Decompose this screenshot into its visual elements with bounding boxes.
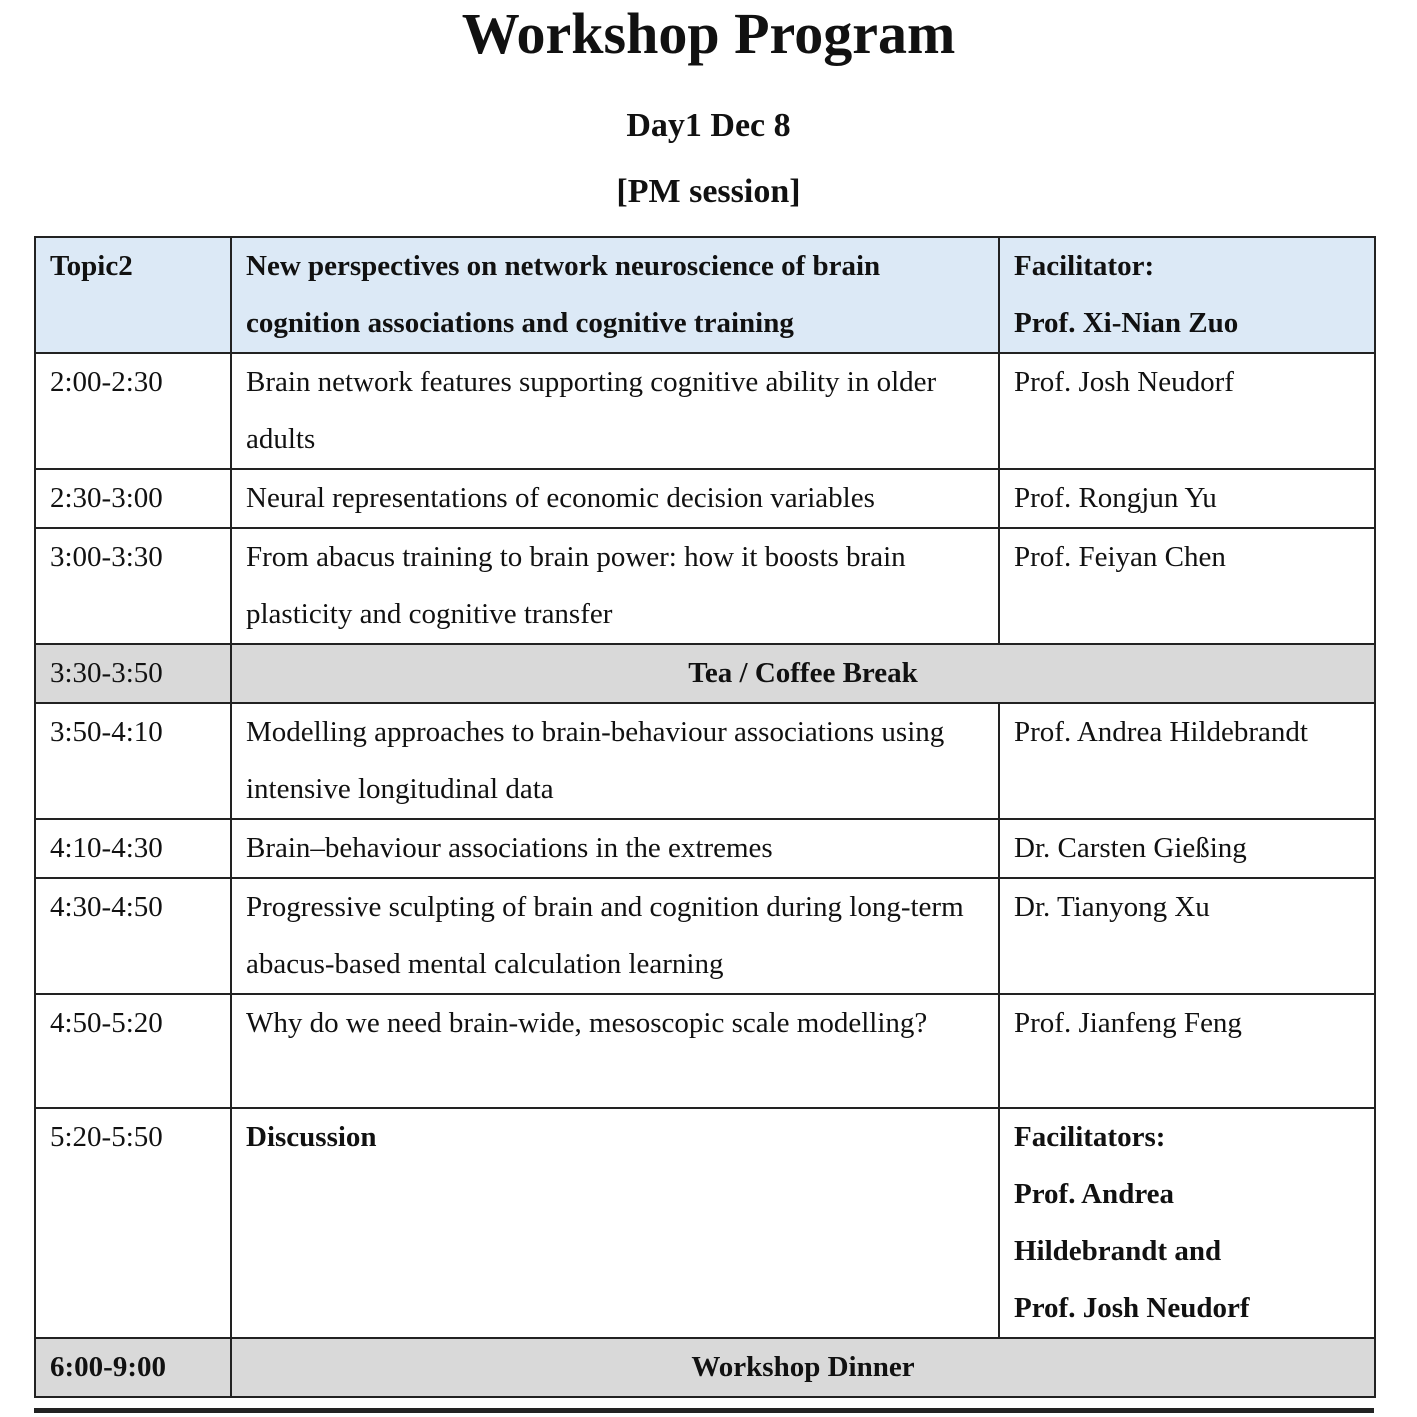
table-row — [35, 994, 1375, 1108]
speaker-cell: Dr. Carsten Gießing — [999, 819, 1375, 878]
header-time-cell: Topic2 — [35, 237, 231, 353]
facilitator-line: Prof. Andrea — [1014, 1178, 1175, 1210]
time-cell: 6:00-9:00 — [35, 1338, 231, 1397]
time-cell: 4:10-4:30 — [35, 819, 231, 878]
break-row — [35, 644, 1375, 703]
time-cell: 4:50-5:20 — [35, 994, 231, 1108]
day-heading: Day1 Dec 8 — [626, 107, 791, 144]
speaker-cell: Prof. Feiyan Chen — [999, 528, 1375, 644]
table-row — [35, 819, 1375, 878]
program-table — [34, 236, 1376, 1398]
topic-cell: Progressive sculpting of brain and cognition during long-term abacus-based mental calculation learning — [231, 878, 999, 994]
table-row — [35, 878, 1375, 994]
topic-cell: Neural representations of economic decision variables — [231, 469, 999, 528]
dinner-row — [35, 1338, 1375, 1397]
dinner-label: Workshop Dinner — [231, 1338, 1375, 1397]
table-row — [35, 1108, 1375, 1338]
topic-cell: From abacus training to brain power: how it boosts brain plasticity and cognitive transfer — [231, 528, 999, 644]
time-cell: 3:30-3:50 — [35, 644, 231, 703]
facilitator-name: Prof. Xi-Nian Zuo — [1014, 307, 1239, 339]
time-cell: 3:50-4:10 — [35, 703, 231, 819]
bottom-rule — [34, 1408, 1374, 1413]
header-speaker-cell — [999, 237, 1375, 353]
table-row — [35, 353, 1375, 469]
speaker-cell: Prof. Josh Neudorf — [999, 353, 1375, 469]
topic-cell: Discussion — [231, 1108, 999, 1338]
speaker-cell: Dr. Tianyong Xu — [999, 878, 1375, 994]
time-cell: 2:00-2:30 — [35, 353, 231, 469]
facilitators-label: Facilitators: — [1014, 1121, 1166, 1153]
topic-cell: Why do we need brain-wide, mesoscopic scale modelling? — [231, 994, 999, 1108]
time-cell: 2:30-3:00 — [35, 469, 231, 528]
page-title: Workshop Program — [461, 1, 956, 66]
speaker-cell: Prof. Jianfeng Feng — [999, 994, 1375, 1108]
table-row — [35, 703, 1375, 819]
speaker-cell: Prof. Rongjun Yu — [999, 469, 1375, 528]
facilitator-line: Hildebrandt and — [1014, 1235, 1222, 1267]
table-header-row — [35, 237, 1375, 353]
speaker-cell — [999, 1108, 1375, 1338]
topic-cell: Brain–behaviour associations in the extremes — [231, 819, 999, 878]
topic-cell: Modelling approaches to brain-behaviour associations using intensive longitudinal data — [231, 703, 999, 819]
time-cell: 5:20-5:50 — [35, 1108, 231, 1338]
facilitator-line: Prof. Josh Neudorf — [1014, 1292, 1250, 1324]
topic-cell: Brain network features supporting cognitive ability in older adults — [231, 353, 999, 469]
time-cell: 3:00-3:30 — [35, 528, 231, 644]
facilitator-label: Facilitator: — [1014, 250, 1155, 282]
table-row — [35, 528, 1375, 644]
time-cell: 4:30-4:50 — [35, 878, 231, 994]
speaker-cell: Prof. Andrea Hildebrandt — [999, 703, 1375, 819]
session-heading: [PM session] — [616, 173, 801, 210]
header-topic-cell: New perspectives on network neuroscience of brain cognition associations and cognitive training — [231, 237, 999, 353]
table-row — [35, 469, 1375, 528]
break-label: Tea / Coffee Break — [231, 644, 1375, 703]
